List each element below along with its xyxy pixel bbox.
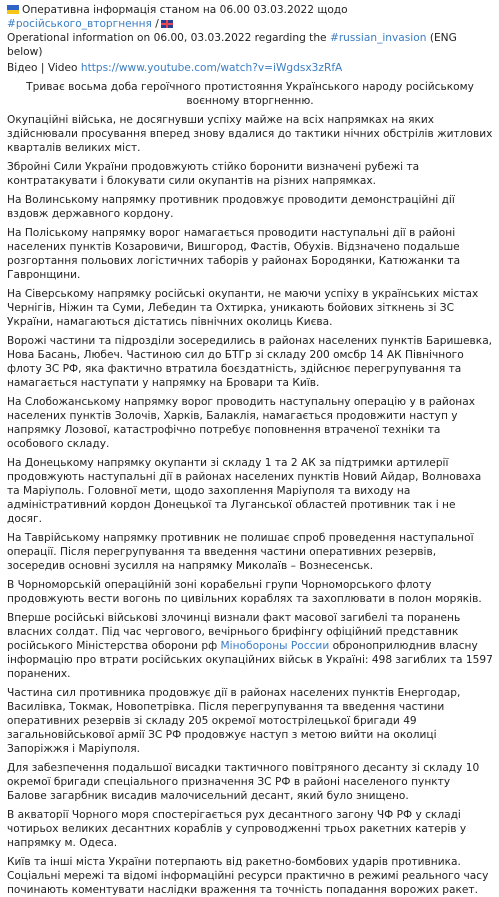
video-line (7, 61, 493, 75)
uk-flag-icon (161, 20, 173, 28)
paragraph-11: В Чорноморській операційній зоні корабельні групи Чорноморського флоту продовжують вести вогонь по цивільних кораблях та захоплювати в полон моряків. (7, 579, 482, 605)
header-line2-suffix: (ENG below) (7, 32, 457, 58)
ukraine-flag-icon (7, 5, 19, 14)
paragraph-3: Збройні Сили України продовжують стійко боронити визначені рубежі та контратакувати і блокувати сили окупантів на різних напрямках. (7, 161, 420, 187)
paragraph-13: Частина сил противника продовжує дії в районах населених пунктів Енергодар, Василівка, Токмак, Новопетрівка. Після перегрупування та введення частини оперативних резервів зі складу 205 окремої мотострілецької бригади 49 загальновійськової армії ЗС РФ продовжує наступ з метою вийти на околиці Запоріжжя і Маріуполя. (7, 687, 461, 755)
video-label: Відео | Video (7, 62, 81, 74)
header-separator: / (151, 18, 159, 30)
paragraph-12-text-after: оброноприлюднив власну інформацію про втрати російських окупаційних військ в Україні: 498 загиблих та 1597 поранених. (7, 640, 493, 680)
paragraph-16: Київ та інші міста України потерпають від ракетно-бомбових ударів противника. Соціальні мережі та відомі інформаційні ресурси практично в режимі реального часу починають коментувати наслідки враження та точність попадання ворожих ракет. (7, 856, 489, 896)
hashtag-russian-invasion-en[interactable]: #russian_invasion (329, 32, 427, 44)
paragraph-10: На Таврійському напрямку противник не полишає спроб проведення наступальної операції. Після перегрупування та введення частини оперативних резервів, зосередив основні зусилля на напрямку Миколаїв – Вознесенськ. (7, 532, 474, 572)
header-line1-text: Оперативна інформація станом на 06.00 03.03.2022 щодо (22, 4, 348, 16)
paragraph-4: На Волинському напрямку противник продовжує проводити демонстраційні дії вздовж державного кордону. (7, 194, 455, 220)
ministry-defense-russia-link[interactable]: Мінобороны России (220, 640, 330, 652)
hashtag-russian-invasion-ua[interactable]: #російського_вторгнення (7, 18, 152, 30)
paragraph-2: Окупаційні війська, не досягнувши успіху майже на всіх напрямках на яких здійснювали просування вперед знову вдалися до тактики нічних обстрілів житлових кварталів великих міст. (7, 114, 493, 154)
paragraph-6: На Сіверському напрямку російські окупанти, не маючи успіху в українських містах Чернігів, Ніжин та Суми, Лебедин та Охтирка, уникають бойових зіткнень зі ЗС України, намагаються дістатись північних околиць Києва. (7, 288, 479, 328)
paragraph-1: Триває восьма доба героїчного протистояння Українського народу російському воєнному вторгненню. (26, 81, 474, 107)
paragraph-14: Для забезпечення подальшої висадки тактичного повітряного десанту зі складу 10 окремої бригади спеціального призначення ЗС РФ в районі населеного пункту Балове загарбник висадив малочисельний десант, який було знищено. (7, 762, 480, 802)
paragraph-15: В акваторії Чорного моря спостерігається рух десантного загону ЧФ РФ у складі чотирьох великих десантних кораблів у супроводженні трьох ракетних катерів у напрямку м. Одеса. (7, 809, 467, 849)
video-link[interactable]: https://www.youtube.com/watch?v=iWgdsx3zRfA (80, 62, 343, 74)
paragraph-9: На Донецькому напрямку окупанти зі складу 1 та 2 АК за підтримки артилерії продовжують наступальні дії в районах населених пунктів Новий Айдар, Волноваха та Маріуполь. Головної мети, щодо захоплення Маріуполя та виходу на адміністративний кордон Донецької та Луганської областей противник так і не досяг. (7, 457, 482, 525)
paragraph-5: На Поліському напрямку ворог намагається проводити наступальні дії в районі населених пунктів Козаровичи, Вишгород, Фастів, Обухів. Відзначено подальше розгортання польових логістичних таборів у районах Бородянки, Катюжанки та Гавронщини. (7, 227, 461, 281)
header-line2-text: Operational information on 06.00, 03.03.2022 regarding the (7, 32, 330, 44)
post-header (7, 3, 493, 59)
paragraph-8: На Слобожанському напрямку ворог проводить наступальну операцію у в районах населених пунктів Золочів, Харків, Балаклія, намагається продовжити наступ у напрямку Лозової, катастрофічно потребує поповнення втраченої техніки та особового складу. (7, 396, 475, 450)
paragraph-12 (7, 611, 493, 681)
paragraph-12-text-before: Вперше російські військові злочинці визнали факт масової загибелі та поранень власних солдат. Під час чергового, вечірнього брифінгу офіційний представник російського Міністерства оборони рф (7, 612, 461, 652)
paragraph-7: Ворожі частини та підрозділи зосередились в районах населених пунктів Баришевка, Нова Басань, Любеч. Частиною сил до БТГр зі складу 200 омсбр 14 АК Північного флоту ЗС РФ, яка фактично втратила боєздатність, здійснює перегрупування та намагається наступати у напрямку на Бровари та Київ. (7, 335, 493, 389)
